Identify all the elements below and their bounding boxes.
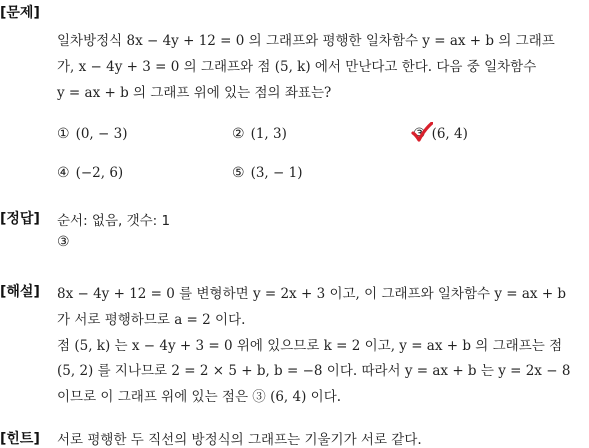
explanation-line-5: 이므로 이 그래프 위에 있는 점은 ③ (6, 4) 이다. — [57, 389, 342, 405]
choice-number: ④ — [57, 165, 70, 181]
choice-number: ① — [57, 126, 70, 142]
choice-1[interactable] — [57, 126, 127, 142]
explanation-line-1: 8x − 4y + 12 = 0 를 변형하면 y = 2x + 3 이고, 이 그래프와 일차함수 y = ax + b — [57, 286, 567, 302]
explanation-line-2: 가 서로 평행하므로 a = 2 이다. — [57, 312, 246, 328]
explanation-line-4: (5, 2) 를 지나므로 2 = 2 × 5 + b, b = −8 이다. 따라서 y = ax + b 는 y = 2x − 8 — [57, 363, 571, 379]
check-mark-icon — [411, 122, 433, 142]
hint-text: 서로 평행한 두 직선의 방정식의 그래프는 기울기가 서로 같다. — [57, 432, 422, 448]
choice-2[interactable] — [232, 126, 287, 142]
choice-text: (1, 3) — [250, 126, 287, 142]
problem-text-line-3: y = ax + b 의 그래프 위에 있는 점의 좌표는? — [57, 85, 332, 101]
choice-number: ③ — [413, 126, 426, 142]
choice-number: ② — [232, 126, 245, 142]
choice-5[interactable] — [232, 165, 302, 181]
answer-line-2: ③ — [57, 234, 70, 250]
choice-text: (3, − 1) — [250, 165, 303, 181]
choice-number: ⑤ — [232, 165, 245, 181]
answer-line-1: 순서: 없음, 갯수: 1 — [57, 213, 171, 229]
problem-label: [문제] — [0, 5, 40, 21]
answer-label: [정답] — [0, 211, 40, 227]
choice-text: (−2, 6) — [75, 165, 124, 181]
problem-text-line-2: 가, x − 4y + 3 = 0 의 그래프와 점 (5, k) 에서 만난다고 한다. 다음 중 일차함수 — [57, 59, 537, 75]
explanation-line-3: 점 (5, k) 는 x − 4y + 3 = 0 위에 있으므로 k = 2 이고, y = ax + b 의 그래프는 점 — [57, 338, 563, 354]
choice-text: (6, 4) — [431, 126, 468, 142]
problem-text-line-1: 일차방정식 8x − 4y + 12 = 0 의 그래프와 평행한 일차함수 y = ax + b 의 그래프 — [57, 33, 555, 49]
choice-4[interactable] — [57, 165, 123, 181]
choice-text: (0, − 3) — [75, 126, 128, 142]
hint-label: [힌트] — [0, 431, 40, 447]
explanation-label: [해설] — [0, 284, 40, 300]
